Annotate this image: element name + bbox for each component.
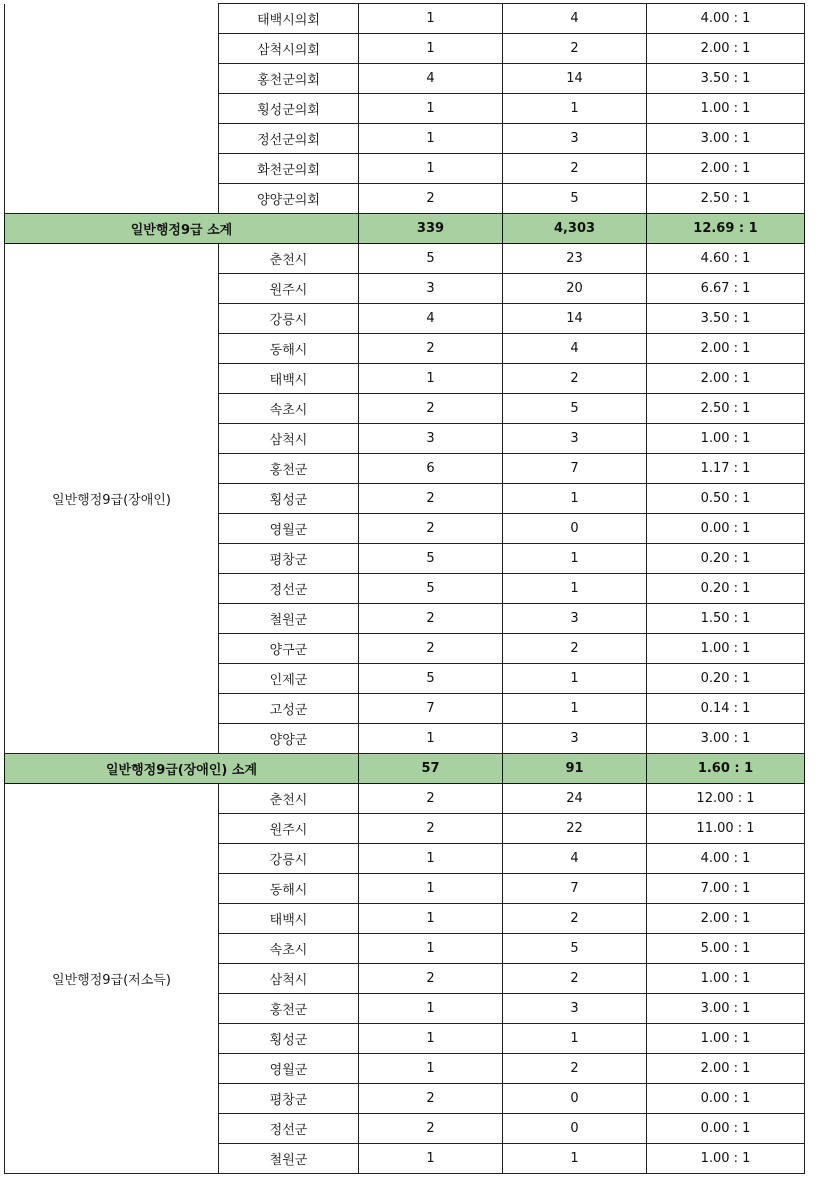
subtotal-label: 일반행정9급 소계 (5, 214, 359, 244)
positions-cell: 4 (359, 64, 503, 94)
subtotal-label: 일반행정9급(장애인) 소계 (5, 754, 359, 784)
positions-cell: 5 (359, 244, 503, 274)
office-name-cell: 고성군 (219, 694, 359, 724)
applicants-cell: 3 (503, 604, 647, 634)
applicants-cell: 5 (503, 934, 647, 964)
positions-cell: 1 (359, 844, 503, 874)
positions-cell: 2 (359, 334, 503, 364)
office-name-cell: 영월군 (219, 1054, 359, 1084)
office-name-cell: 철원군 (219, 604, 359, 634)
positions-cell: 2 (359, 394, 503, 424)
ratio-cell: 2.00 : 1 (647, 154, 805, 184)
ratio-cell: 0.20 : 1 (647, 574, 805, 604)
ratio-cell: 1.00 : 1 (647, 94, 805, 124)
positions-cell: 4 (359, 304, 503, 334)
ratio-cell: 2.00 : 1 (647, 904, 805, 934)
positions-cell: 2 (359, 514, 503, 544)
table-body (5, 4, 805, 1174)
office-name-cell: 속초시 (219, 394, 359, 424)
applicants-cell: 14 (503, 304, 647, 334)
positions-cell: 2 (359, 484, 503, 514)
applicants-cell: 1 (503, 694, 647, 724)
ratio-cell: 1.50 : 1 (647, 604, 805, 634)
ratio-cell: 2.00 : 1 (647, 364, 805, 394)
ratio-cell: 5.00 : 1 (647, 934, 805, 964)
office-name-cell: 원주시 (219, 274, 359, 304)
subtotal-row (5, 214, 805, 244)
ratio-cell: 0.50 : 1 (647, 484, 805, 514)
office-name-cell: 화천군의회 (219, 154, 359, 184)
applicants-cell: 1 (503, 544, 647, 574)
subtotal-applicants: 4,303 (503, 214, 647, 244)
positions-cell: 2 (359, 604, 503, 634)
applicants-cell: 24 (503, 784, 647, 814)
positions-cell: 1 (359, 874, 503, 904)
applicants-cell: 22 (503, 814, 647, 844)
applicants-cell: 1 (503, 574, 647, 604)
applicants-cell: 5 (503, 184, 647, 214)
positions-cell: 1 (359, 934, 503, 964)
ratio-cell: 3.50 : 1 (647, 304, 805, 334)
office-name-cell: 태백시의회 (219, 4, 359, 34)
applicants-cell: 2 (503, 904, 647, 934)
ratio-cell: 3.50 : 1 (647, 64, 805, 94)
subtotal-ratio: 12.69 : 1 (647, 214, 805, 244)
positions-cell: 1 (359, 364, 503, 394)
ratio-cell: 1.00 : 1 (647, 424, 805, 454)
office-name-cell: 양양군 (219, 724, 359, 754)
applicants-cell: 20 (503, 274, 647, 304)
applicants-cell: 1 (503, 484, 647, 514)
ratio-cell: 0.00 : 1 (647, 1084, 805, 1114)
ratio-cell: 0.00 : 1 (647, 514, 805, 544)
applicants-cell: 1 (503, 94, 647, 124)
ratio-cell: 1.00 : 1 (647, 964, 805, 994)
positions-cell: 1 (359, 154, 503, 184)
positions-cell: 2 (359, 1114, 503, 1144)
ratio-cell: 6.67 : 1 (647, 274, 805, 304)
category-cell: 일반행정9급(장애인) (5, 244, 219, 754)
ratio-cell: 11.00 : 1 (647, 814, 805, 844)
applicants-cell: 1 (503, 664, 647, 694)
applicants-cell: 2 (503, 34, 647, 64)
positions-cell: 3 (359, 424, 503, 454)
ratio-cell: 3.00 : 1 (647, 724, 805, 754)
office-name-cell: 태백시 (219, 364, 359, 394)
office-name-cell: 원주시 (219, 814, 359, 844)
positions-cell: 1 (359, 994, 503, 1024)
applicants-cell: 2 (503, 154, 647, 184)
positions-cell: 2 (359, 784, 503, 814)
ratio-cell: 0.00 : 1 (647, 1114, 805, 1144)
office-name-cell: 인제군 (219, 664, 359, 694)
ratio-cell: 3.00 : 1 (647, 994, 805, 1024)
applicants-cell: 4 (503, 4, 647, 34)
positions-cell: 1 (359, 124, 503, 154)
ratio-cell: 7.00 : 1 (647, 874, 805, 904)
applicants-cell: 4 (503, 334, 647, 364)
applicants-cell: 2 (503, 964, 647, 994)
ratio-cell: 4.60 : 1 (647, 244, 805, 274)
ratio-cell: 1.17 : 1 (647, 454, 805, 484)
office-name-cell: 동해시 (219, 874, 359, 904)
office-name-cell: 영월군 (219, 514, 359, 544)
positions-cell: 5 (359, 544, 503, 574)
subtotal-row (5, 754, 805, 784)
office-name-cell: 횡성군 (219, 484, 359, 514)
category-cell: 일반행정9급(저소득) (5, 784, 219, 1174)
subtotal-ratio: 1.60 : 1 (647, 754, 805, 784)
ratio-cell: 3.00 : 1 (647, 124, 805, 154)
positions-cell: 6 (359, 454, 503, 484)
subtotal-positions: 339 (359, 214, 503, 244)
office-name-cell: 동해시 (219, 334, 359, 364)
applicants-cell: 4 (503, 844, 647, 874)
applicants-cell: 1 (503, 1024, 647, 1054)
office-name-cell: 삼척시의회 (219, 34, 359, 64)
applicants-cell: 14 (503, 64, 647, 94)
office-name-cell: 강릉시 (219, 304, 359, 334)
applicants-cell: 23 (503, 244, 647, 274)
positions-cell: 1 (359, 94, 503, 124)
ratio-cell: 0.20 : 1 (647, 664, 805, 694)
office-name-cell: 양양군의회 (219, 184, 359, 214)
recruitment-table (4, 3, 805, 1174)
positions-cell: 1 (359, 1054, 503, 1084)
office-name-cell: 홍천군 (219, 994, 359, 1024)
ratio-cell: 4.00 : 1 (647, 4, 805, 34)
applicants-cell: 3 (503, 424, 647, 454)
positions-cell: 3 (359, 274, 503, 304)
applicants-cell: 0 (503, 1114, 647, 1144)
office-name-cell: 정선군 (219, 1114, 359, 1144)
ratio-cell: 1.00 : 1 (647, 1024, 805, 1054)
office-name-cell: 강릉시 (219, 844, 359, 874)
ratio-cell: 1.00 : 1 (647, 1144, 805, 1174)
office-name-cell: 홍천군 (219, 454, 359, 484)
applicants-cell: 1 (503, 1144, 647, 1174)
applicants-cell: 3 (503, 724, 647, 754)
positions-cell: 5 (359, 664, 503, 694)
ratio-cell: 2.50 : 1 (647, 184, 805, 214)
office-name-cell: 평창군 (219, 544, 359, 574)
office-name-cell: 삼척시 (219, 964, 359, 994)
applicants-cell: 3 (503, 124, 647, 154)
office-name-cell: 평창군 (219, 1084, 359, 1114)
positions-cell: 1 (359, 1024, 503, 1054)
table-row (5, 4, 805, 34)
ratio-cell: 2.00 : 1 (647, 34, 805, 64)
office-name-cell: 태백시 (219, 904, 359, 934)
ratio-cell: 1.00 : 1 (647, 634, 805, 664)
office-name-cell: 횡성군의회 (219, 94, 359, 124)
office-name-cell: 정선군 (219, 574, 359, 604)
applicants-cell: 2 (503, 364, 647, 394)
ratio-cell: 0.20 : 1 (647, 544, 805, 574)
office-name-cell: 정선군의회 (219, 124, 359, 154)
office-name-cell: 춘천시 (219, 784, 359, 814)
positions-cell: 1 (359, 724, 503, 754)
positions-cell: 2 (359, 634, 503, 664)
applicants-cell: 5 (503, 394, 647, 424)
subtotal-positions: 57 (359, 754, 503, 784)
ratio-cell: 2.50 : 1 (647, 394, 805, 424)
positions-cell: 1 (359, 34, 503, 64)
applicants-cell: 3 (503, 994, 647, 1024)
positions-cell: 1 (359, 4, 503, 34)
positions-cell: 2 (359, 814, 503, 844)
office-name-cell: 철원군 (219, 1144, 359, 1174)
subtotal-applicants: 91 (503, 754, 647, 784)
positions-cell: 7 (359, 694, 503, 724)
applicants-cell: 2 (503, 634, 647, 664)
ratio-cell: 2.00 : 1 (647, 1054, 805, 1084)
applicants-cell: 7 (503, 454, 647, 484)
office-name-cell: 횡성군 (219, 1024, 359, 1054)
category-cell (5, 4, 219, 214)
ratio-cell: 0.14 : 1 (647, 694, 805, 724)
applicants-cell: 2 (503, 1054, 647, 1084)
office-name-cell: 홍천군의회 (219, 64, 359, 94)
positions-cell: 2 (359, 1084, 503, 1114)
ratio-cell: 4.00 : 1 (647, 844, 805, 874)
office-name-cell: 춘천시 (219, 244, 359, 274)
positions-cell: 2 (359, 184, 503, 214)
ratio-cell: 2.00 : 1 (647, 334, 805, 364)
applicants-cell: 0 (503, 514, 647, 544)
office-name-cell: 삼척시 (219, 424, 359, 454)
positions-cell: 1 (359, 904, 503, 934)
table-row (5, 784, 805, 814)
positions-cell: 2 (359, 964, 503, 994)
table-row (5, 244, 805, 274)
positions-cell: 5 (359, 574, 503, 604)
ratio-cell: 12.00 : 1 (647, 784, 805, 814)
office-name-cell: 양구군 (219, 634, 359, 664)
office-name-cell: 속초시 (219, 934, 359, 964)
applicants-cell: 7 (503, 874, 647, 904)
applicants-cell: 0 (503, 1084, 647, 1114)
positions-cell: 1 (359, 1144, 503, 1174)
